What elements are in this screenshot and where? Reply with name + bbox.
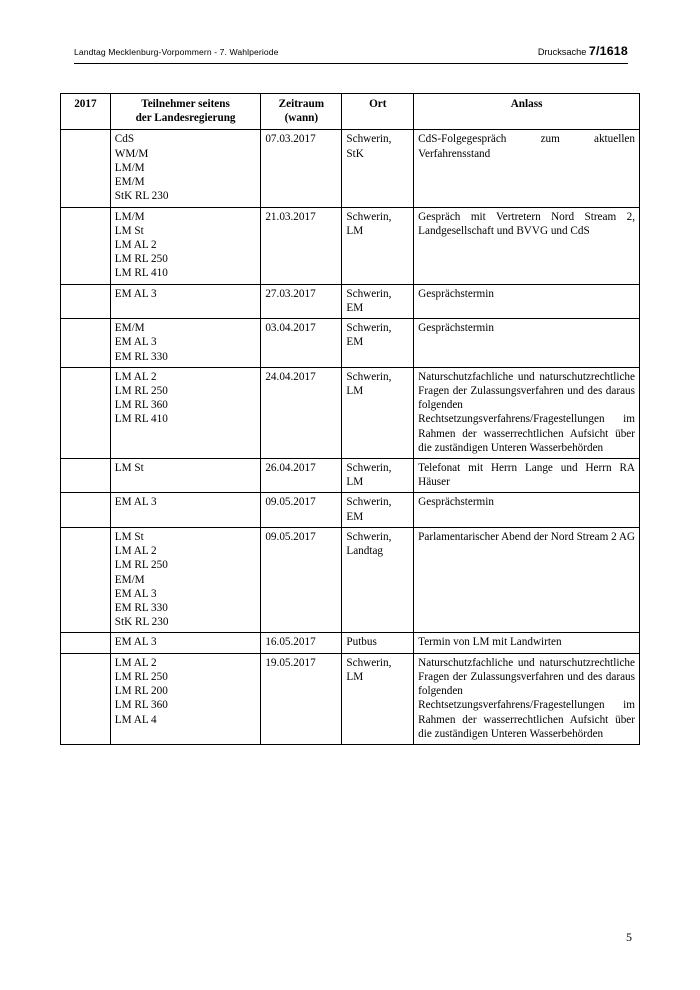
participant-line: WM/M	[114, 147, 149, 160]
participant-line: EM AL 3	[114, 496, 157, 509]
place-line: Landtag	[346, 545, 384, 558]
cell-period: 21.03.2017	[261, 207, 342, 284]
cell-period: 16.05.2017	[261, 633, 342, 653]
cell-period: 07.03.2017	[261, 130, 342, 207]
cell-year	[61, 367, 111, 458]
column-header-participants-line2: der Landesregierung	[135, 112, 236, 125]
participant-line: CdS	[114, 133, 135, 146]
column-header-period-line1: Zeitraum	[278, 98, 325, 110]
cell-year	[61, 130, 111, 207]
participant-line: LM AL 4	[114, 713, 157, 726]
column-header-place: Ort	[342, 94, 414, 130]
table-row	[61, 367, 640, 458]
participant-line: LM St	[114, 530, 144, 543]
participant-line: LM RL 250	[114, 559, 168, 572]
place-line: Schwerin,	[346, 210, 392, 223]
cell-period: 09.05.2017	[261, 527, 342, 633]
participant-line: LM RL 410	[114, 413, 168, 426]
participant-list	[115, 635, 257, 649]
participant-line: EM AL 3	[114, 336, 157, 349]
table-header	[61, 94, 640, 130]
place-line: Schwerin,	[346, 287, 392, 300]
participant-line: StK RL 230	[114, 190, 169, 203]
cell-place	[342, 367, 414, 458]
place-list	[346, 210, 409, 238]
cell-participants	[110, 319, 261, 368]
participants-table	[60, 93, 640, 745]
cell-year	[61, 459, 111, 493]
place-list	[346, 495, 409, 523]
place-list	[346, 530, 409, 558]
place-line: Schwerin,	[346, 530, 392, 543]
participant-line: LM AL 2	[114, 238, 157, 251]
cell-place	[342, 493, 414, 527]
cell-year	[61, 633, 111, 653]
place-line: Schwerin,	[346, 322, 392, 335]
place-line: Putbus	[346, 636, 377, 649]
place-line: EM	[346, 336, 364, 349]
participant-line: LM RL 250	[114, 384, 168, 397]
page-header	[60, 44, 640, 58]
header-divider	[74, 63, 628, 64]
cell-participants	[110, 493, 261, 527]
column-header-period-line2: (wann)	[284, 112, 319, 125]
place-list	[346, 132, 409, 160]
table-row	[61, 284, 640, 318]
place-list	[346, 370, 409, 398]
participant-line: LM RL 250	[114, 253, 168, 266]
cell-participants	[110, 633, 261, 653]
cell-period: 24.04.2017	[261, 367, 342, 458]
column-header-period	[261, 94, 342, 130]
table-header-row	[61, 94, 640, 130]
cell-period: 09.05.2017	[261, 493, 342, 527]
place-list	[346, 635, 409, 649]
participant-line: LM RL 410	[114, 267, 168, 280]
cell-occasion: Gesprächstermin	[414, 493, 640, 527]
participant-line: LM RL 360	[114, 699, 168, 712]
participant-line: LM AL 2	[114, 545, 157, 558]
participant-line: StK RL 230	[114, 616, 169, 629]
cell-place	[342, 130, 414, 207]
cell-period: 03.04.2017	[261, 319, 342, 368]
participant-line: LM St	[114, 462, 144, 475]
participant-list	[115, 321, 257, 364]
participant-list	[115, 461, 257, 475]
participant-list	[115, 495, 257, 509]
cell-participants	[110, 653, 261, 744]
cell-year	[61, 653, 111, 744]
place-line: Schwerin,	[346, 496, 392, 509]
cell-period: 27.03.2017	[261, 284, 342, 318]
cell-participants	[110, 527, 261, 633]
cell-participants	[110, 207, 261, 284]
table-row	[61, 527, 640, 633]
cell-occasion: Gespräch mit Vertretern Nord Stream 2, Landgesellschaft und BVVG und CdS	[414, 207, 640, 284]
place-list	[346, 321, 409, 349]
participant-line: EM AL 3	[114, 636, 157, 649]
participant-line: LM/M	[114, 161, 145, 174]
participant-line: LM RL 200	[114, 685, 168, 698]
place-line: Schwerin,	[346, 656, 392, 669]
participant-line: LM/M	[114, 210, 145, 223]
cell-occasion: Gesprächstermin	[414, 284, 640, 318]
cell-participants	[110, 459, 261, 493]
participant-list	[115, 132, 257, 203]
place-line: Schwerin,	[346, 133, 392, 146]
cell-year	[61, 493, 111, 527]
header-left-text: Landtag Mecklenburg-Vorpommern - 7. Wahlperiode	[74, 47, 279, 57]
place-line: EM	[346, 510, 364, 523]
participant-list	[115, 370, 257, 427]
cell-year	[61, 527, 111, 633]
cell-year	[61, 207, 111, 284]
cell-place	[342, 284, 414, 318]
column-header-participants-line1: Teilnehmer seitens	[141, 98, 230, 110]
participant-line: LM St	[114, 224, 144, 237]
column-header-participants	[110, 94, 261, 130]
cell-year	[61, 319, 111, 368]
drucksache-number: 7/1618	[588, 44, 628, 58]
table-row	[61, 459, 640, 493]
place-line: Schwerin,	[346, 462, 392, 475]
header-right-text	[538, 44, 628, 58]
place-list	[346, 287, 409, 315]
place-line: EM	[346, 301, 364, 314]
table-row	[61, 653, 640, 744]
table-row	[61, 493, 640, 527]
table-row	[61, 130, 640, 207]
cell-place	[342, 459, 414, 493]
table-row	[61, 319, 640, 368]
participant-line: EM RL 330	[114, 350, 168, 363]
participant-line: EM/M	[114, 176, 145, 189]
cell-place	[342, 653, 414, 744]
cell-participants	[110, 130, 261, 207]
participant-line: LM AL 2	[114, 656, 157, 669]
participant-line: LM RL 360	[114, 399, 168, 412]
cell-year	[61, 284, 111, 318]
cell-period: 26.04.2017	[261, 459, 342, 493]
cell-participants	[110, 284, 261, 318]
table-row	[61, 207, 640, 284]
cell-occasion: Naturschutzfachliche und naturschutzrechtliche Fragen der Zulassungsverfahren und des daraus folgenden Rechtsetzungsverfahrens/Fragestellungen im Rahmen der wasserrechtlichen Aufsicht über die zuständigen Unteren Wasserbehörden	[414, 653, 640, 744]
participant-line: EM/M	[114, 573, 145, 586]
participant-list	[115, 287, 257, 301]
cell-occasion: Naturschutzfachliche und naturschutzrechtliche Fragen der Zulassungsverfahren und des daraus folgenden Rechtsetzungsverfahrens/Fragestellungen im Rahmen der wasserrechtlichen Aufsicht über die zuständigen Unteren Wasserbehörden	[414, 367, 640, 458]
cell-participants	[110, 367, 261, 458]
cell-occasion: Termin von LM mit Landwirten	[414, 633, 640, 653]
place-line: LM	[346, 476, 364, 489]
page-number: 5	[626, 930, 632, 944]
cell-occasion: Gesprächstermin	[414, 319, 640, 368]
cell-place	[342, 633, 414, 653]
participant-line: EM AL 3	[114, 287, 157, 300]
participant-line: LM RL 250	[114, 670, 168, 683]
cell-period: 19.05.2017	[261, 653, 342, 744]
column-header-year: 2017	[61, 94, 111, 130]
table-row	[61, 633, 640, 653]
cell-place	[342, 527, 414, 633]
participant-line: EM/M	[114, 322, 145, 335]
participant-line: EM RL 330	[114, 602, 168, 614]
cell-occasion: Parlamentarischer Abend der Nord Stream 2 AG	[414, 527, 640, 633]
place-line: StK	[346, 147, 364, 160]
cell-occasion: Telefonat mit Herrn Lange und Herrn RA Häuser	[414, 459, 640, 493]
column-header-occasion: Anlass	[414, 94, 640, 130]
cell-place	[342, 207, 414, 284]
place-list	[346, 656, 409, 684]
cell-occasion: CdS-Folgegespräch zum aktuellen Verfahrensstand	[414, 130, 640, 207]
place-line: Schwerin,	[346, 370, 392, 383]
participant-list	[115, 656, 257, 727]
participant-line: LM AL 2	[114, 370, 157, 383]
table-body	[61, 130, 640, 745]
place-line: LM	[346, 384, 364, 397]
place-line: LM	[346, 670, 364, 683]
participant-list	[115, 210, 257, 281]
place-line: LM	[346, 224, 364, 237]
participant-list	[115, 530, 257, 630]
participant-line: EM AL 3	[114, 587, 157, 600]
cell-place	[342, 319, 414, 368]
drucksache-label: Drucksache	[537, 47, 587, 57]
place-list	[346, 461, 409, 489]
